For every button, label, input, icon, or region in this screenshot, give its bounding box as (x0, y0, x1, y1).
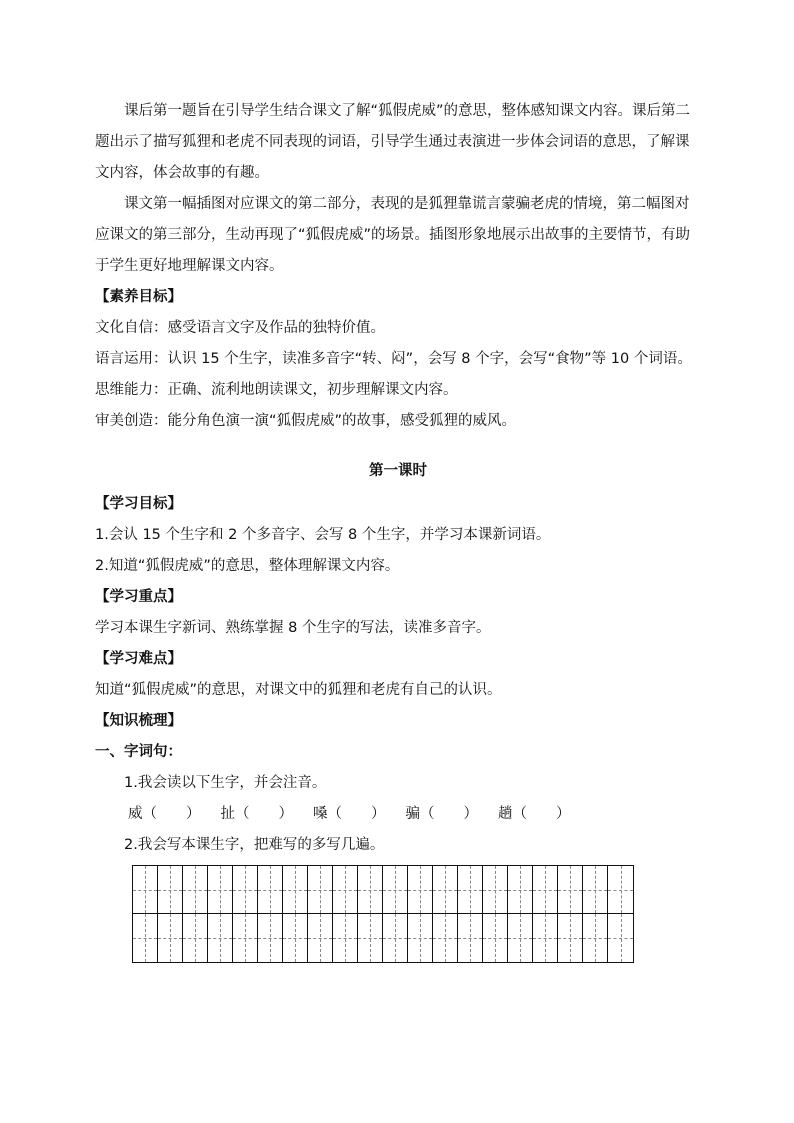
task-write: 2.我会写本课生字，把难写的多写几遍。 (124, 837, 385, 853)
writing-grid-cell[interactable] (383, 914, 408, 962)
section-words-heading: 一、字词句： (95, 744, 182, 760)
pinyin-blank-item[interactable]: 威（ ） (128, 806, 201, 822)
writing-grid-wrapper (132, 865, 701, 963)
writing-grid-cell[interactable] (483, 866, 508, 914)
knowledge-heading: 【知识梳理】 (95, 713, 182, 729)
focus-heading: 【学习重点】 (95, 589, 182, 605)
goal-item: 2.知道“狐假虎威”的意思，整体理解课文内容。 (95, 558, 400, 574)
writing-grid-cell[interactable] (383, 866, 408, 914)
page-content (95, 96, 701, 963)
writing-grid-cell[interactable] (533, 914, 558, 962)
intro-paragraph-2: 课文第一幅插图对应课文的第二部分，表现的是狐狸靠谎言蒙骗老虎的情境，第二幅图对应课文的第三部分，生动再现了“狐假虎威”的场景。插图形象地展示出故事的主要情节，有助于学生更好地理解课文内容。 (95, 196, 691, 274)
pinyin-row (95, 799, 701, 830)
writing-grid-cell[interactable] (258, 914, 283, 962)
writing-grid-cell[interactable] (608, 914, 633, 962)
writing-grid-cell[interactable] (158, 914, 183, 962)
task-read: 1.我会读以下生字，并会注音。 (124, 775, 327, 791)
intro-paragraph-1: 课后第一题旨在引导学生结合课文了解“狐假虎威”的意思，整体感知课文内容。课后第二题出示了描写狐狸和老虎不同表现的词语，引导学生通过表演进一步体会词语的意思，了解课文内容，体会故事的有趣。 (95, 103, 691, 181)
writing-grid-cell[interactable] (483, 914, 508, 962)
literacy-heading: 【素养目标】 (95, 289, 182, 305)
writing-grid-cell[interactable] (533, 866, 558, 914)
goal-item: 1.会认 15 个生字和 2 个多音字、会写 8 个生字，并学习本课新词语。 (95, 527, 551, 543)
writing-grid-cell[interactable] (458, 866, 483, 914)
writing-grid-cell[interactable] (283, 914, 308, 962)
writing-grid-cell[interactable] (308, 914, 333, 962)
writing-grid-cell[interactable] (358, 866, 383, 914)
writing-grid-cell[interactable] (208, 914, 233, 962)
writing-grid-cell[interactable] (233, 914, 258, 962)
writing-grid-cell[interactable] (508, 866, 533, 914)
pinyin-blank-item[interactable]: 趟（ ） (498, 806, 571, 822)
writing-grid-cell[interactable] (158, 866, 183, 914)
focus-text: 学习本课生字新词、熟练掌握 8 个生字的写法，读准多音字。 (95, 620, 491, 636)
writing-grid-cell[interactable] (333, 866, 358, 914)
pinyin-blank-item[interactable]: 骗（ ） (405, 806, 478, 822)
writing-grid-cell[interactable] (283, 866, 308, 914)
writing-grid-cell[interactable] (458, 914, 483, 962)
writing-grid-cell[interactable] (208, 866, 233, 914)
writing-grid-cell[interactable] (433, 914, 458, 962)
literacy-item: 文化自信：感受语言文字及作品的独特价值。 (95, 320, 385, 336)
writing-grid-cell[interactable] (583, 914, 608, 962)
goals-heading: 【学习目标】 (95, 496, 182, 512)
writing-grid-cell[interactable] (583, 866, 608, 914)
writing-grid-cell[interactable] (408, 866, 433, 914)
writing-grid-cell[interactable] (358, 914, 383, 962)
writing-grid-cell[interactable] (183, 866, 208, 914)
writing-grid-cell[interactable] (133, 866, 158, 914)
difficulty-heading: 【学习难点】 (95, 651, 182, 667)
pinyin-blank-item[interactable]: 扯（ ） (220, 806, 293, 822)
writing-grid-cell[interactable] (408, 914, 433, 962)
literacy-item: 审美创造：能分角色演一演“狐假虎威”的故事，感受狐狸的威风。 (95, 413, 517, 429)
writing-grid[interactable] (132, 865, 634, 963)
writing-grid-cell[interactable] (558, 866, 583, 914)
writing-grid-cell[interactable] (608, 866, 633, 914)
writing-grid-cell[interactable] (333, 914, 358, 962)
writing-grid-cell[interactable] (433, 866, 458, 914)
pinyin-blank-item[interactable]: 嗓（ ） (313, 806, 386, 822)
lesson-title: 第一课时 (369, 463, 427, 479)
difficulty-text: 知道“狐假虎威”的意思，对课文中的狐狸和老虎有自己的认识。 (95, 682, 502, 698)
literacy-item: 思维能力：正确、流利地朗读课文，初步理解课文内容。 (95, 382, 458, 398)
writing-grid-cell[interactable] (558, 914, 583, 962)
literacy-item: 语言运用：认识 15 个生字，读准多音字“转、闷”，会写 8 个字，会写“食物”等 10 个词语。 (95, 351, 692, 367)
writing-grid-cell[interactable] (233, 866, 258, 914)
writing-grid-cell[interactable] (183, 914, 208, 962)
writing-grid-cell[interactable] (508, 914, 533, 962)
writing-grid-cell[interactable] (133, 914, 158, 962)
writing-grid-cell[interactable] (258, 866, 283, 914)
writing-grid-cell[interactable] (308, 866, 333, 914)
